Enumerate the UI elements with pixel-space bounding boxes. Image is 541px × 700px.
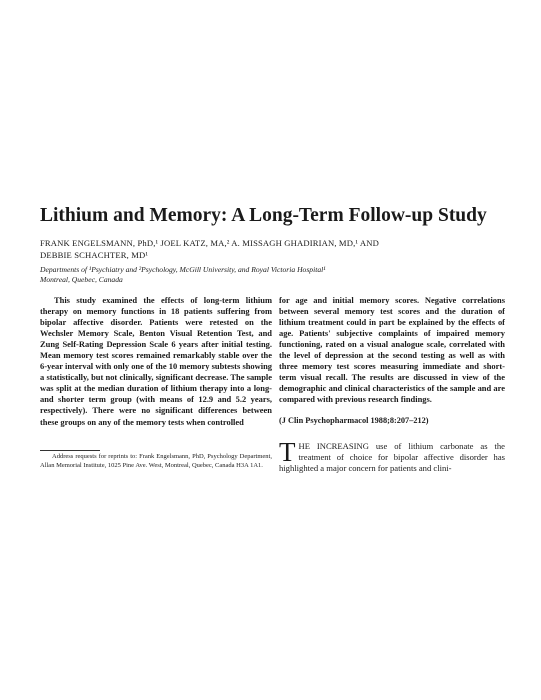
affiliation-line-1: Departments of ¹Psychiatry and ²Psychology, McGill University, and Royal Victoria Hospital¹ bbox=[40, 265, 326, 274]
author-line-1: FRANK ENGELSMANN, PhD,¹ JOEL KATZ, MA,² A. MISSAGH GHADIRIAN, MD,¹ AND bbox=[40, 238, 379, 248]
author-line-2: DEBBIE SCHACHTER, MD¹ bbox=[40, 250, 149, 260]
intro-body-text: use of lithium carbonate as the treatment of choice for bipolar affective disorder has highlighted a major concern for patients and clini- bbox=[279, 441, 505, 474]
reprint-footnote: Address requests for reprints to: Frank Engelsmann, PhD, Psychology Department, Allan Memorial Institute, 1025 Pine Ave. West, Montreal, Quebec, Canada H3A 1A1. bbox=[40, 453, 272, 469]
footnote-divider bbox=[40, 450, 100, 451]
drop-cap: T bbox=[279, 437, 296, 467]
intro-small-caps: HE INCREASING bbox=[298, 441, 369, 451]
journal-citation: (J Clin Psychopharmacol 1988;8:207–212) bbox=[279, 416, 429, 425]
abstract-right-column: for age and initial memory scores. Negative correlations between several memory test scores and the duration of lithium treatment could in part be explained by the effects of age. Patients' subjective complaints of impaired memory functioning, rated on a visual analogue scale, correlated with the level of depression at the second testing as well as with three memory test scores measuring immediate and short-term visual recall. The results are discussed in view of the demographic and clinical characteristics of the sample and are compared with previous research findings. bbox=[279, 295, 505, 405]
paper-title: Lithium and Memory: A Long-Term Follow-up Study bbox=[40, 205, 487, 226]
introduction-paragraph bbox=[279, 437, 505, 474]
affiliation-line-2: Montreal, Quebec, Canada bbox=[40, 275, 123, 284]
author-list bbox=[40, 237, 510, 261]
affiliation bbox=[40, 265, 510, 285]
abstract-left-column: This study examined the effects of long-term lithium therapy on memory functions in 18 patients suffering from bipolar affective disorder. Patients were retested on the Wechsler Memory Scale, Benton Visual Retention Test, and Zung Self-Rating Depression Scale 6 years after initial testing. Mean memory test scores remained remarkably stable over the 6-year interval with only one of the 10 memory subtests showing a statistically, but not clinically, significant decrease. The sample was split at the median duration of lithium therapy into a long- and shorter term group (with means of 12.9 and 5.2 years, respectively). There were no significant differences between these groups on any of the memory tests when controlled bbox=[40, 295, 272, 427]
